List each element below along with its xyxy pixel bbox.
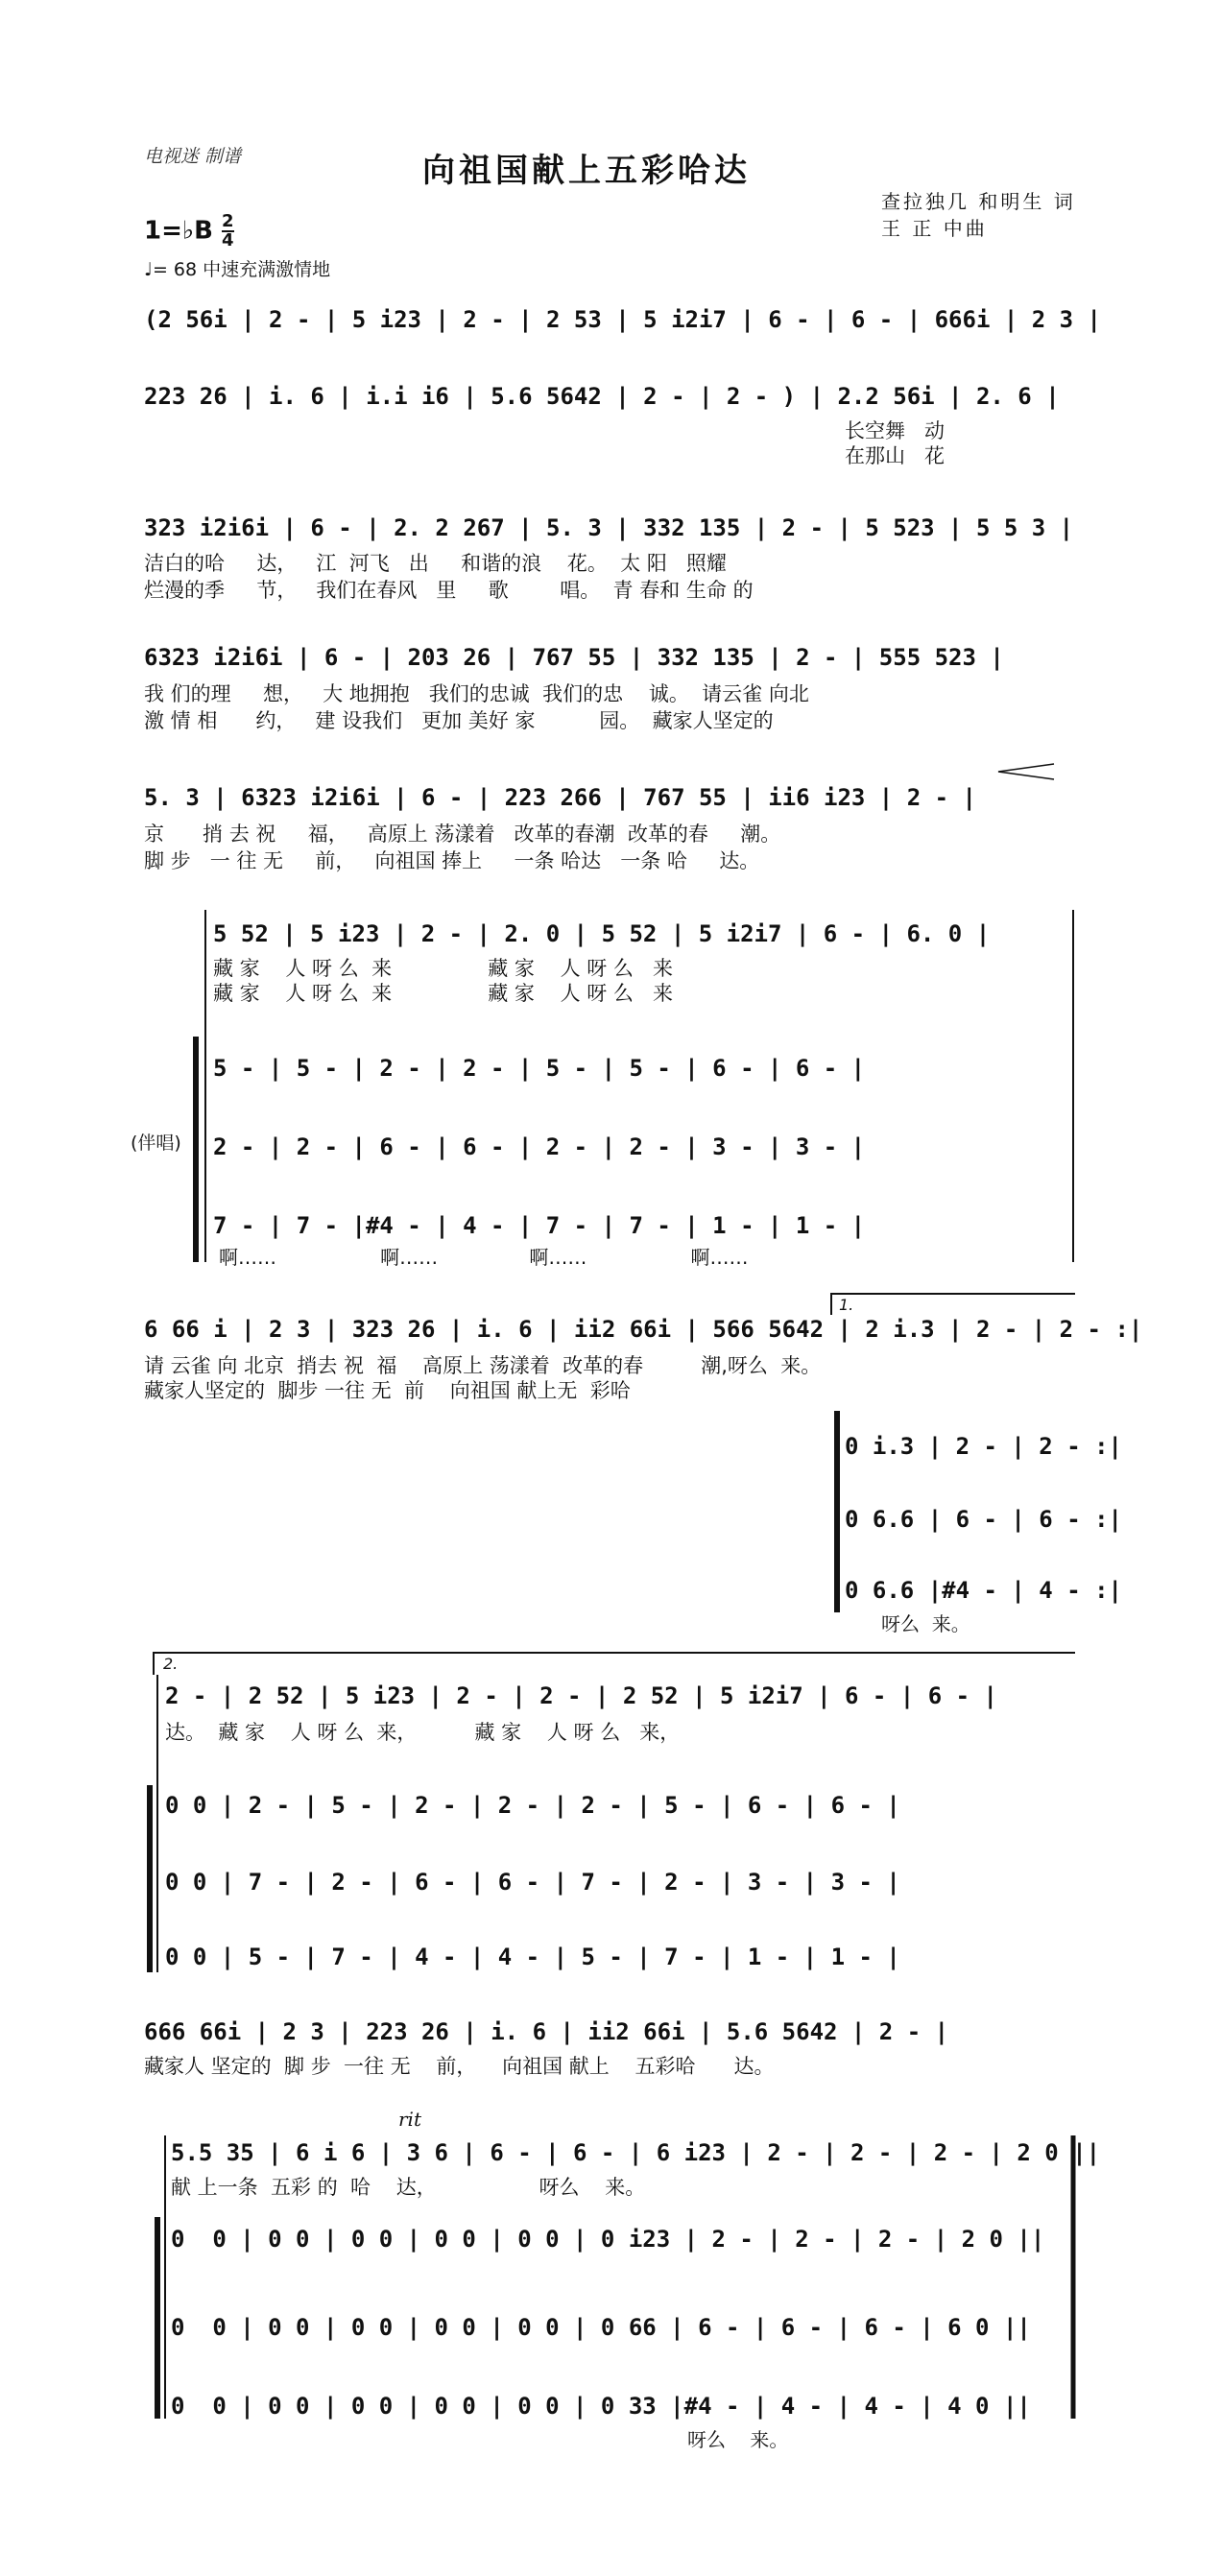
system-8-chorus-3: 0 0 | 5 - | 7 - | 4 - | 4 - | 5 - | 7 - | 1 - | 1 - | (165, 1944, 900, 1970)
system-1-notes: (2 56i | 2 - | 5 i23 | 2 - | 2 53 | 5 i2i7 | 6 - | 6 - | 666i | 2 3 | (144, 306, 1101, 333)
system-6-chorus-2: 2 - | 2 - | 6 - | 6 - | 2 - | 2 - | 3 - | 3 - | (213, 1133, 866, 1160)
system-8-chorus-1: 0 0 | 2 - | 5 - | 2 - | 2 - | 2 - | 5 - | 6 - | 6 - | (165, 1792, 900, 1819)
system-7-lyrics-1: 请 云雀 向 北京 捎去 祝 福 高原上 荡漾着 改革的春 潮,呀么 来。 (144, 1354, 822, 1377)
system-10-chorus-1: 0 0 | 0 0 | 0 0 | 0 0 | 0 0 | 0 i23 | 2 - | 2 - | 2 - | 2 0 || (171, 2226, 1045, 2253)
volta-bracket-2 (154, 1653, 1075, 1675)
system-6-ah-lyrics: 啊…… 啊…… 啊…… 啊…… (219, 1246, 749, 1269)
volta-bracket-1 (831, 1294, 1075, 1315)
arranger-credit: 电视迷 制谱 (144, 146, 242, 167)
system-7-chorus-3: 0 6.6 |#4 - | 4 - :| (845, 1577, 1122, 1604)
system-8-notes: 2 - | 2 52 | 5 i23 | 2 - | 2 - | 2 52 | 5 i2i7 | 6 - | 6 - | (165, 1682, 997, 1709)
system-7-chorus-1: 0 i.3 | 2 - | 2 - :| (845, 1433, 1122, 1460)
system-5-lyrics-1: 京 捎 去 祝 福， 高原上 荡漾着 改革的春潮 改革的春 潮。 (144, 823, 781, 846)
system-6-notes: 5 52 | 5 i23 | 2 - | 2. 0 | 5 52 | 5 i2i7 | 6 - | 6. 0 | (213, 920, 991, 947)
system-6-chorus-1: 5 - | 5 - | 2 - | 2 - | 5 - | 5 - | 6 - | 6 - | (213, 1055, 866, 1082)
system-2-lyrics-2: 在那山 花 (845, 444, 946, 467)
system-6-chorus-3: 7 - | 7 - |#4 - | 4 - | 7 - | 7 - | 1 - | 1 - | (213, 1212, 866, 1239)
key-label: 1=♭B (144, 216, 213, 246)
system-5-lyrics-2: 脚 步 一 往 无 前， 向祖国 捧上 一条 哈达 一条 哈 达。 (144, 849, 760, 872)
system-5-notes: 5. 3 | 6323 i2i6i | 6 - | 223 266 | 767 55 | ii6 i23 | 2 - | (144, 784, 976, 811)
lyricist-credit: 查拉独几 和明生 词 (881, 190, 1076, 213)
ritardando-mark: rit (398, 2108, 421, 2131)
system-3-lyrics-2: 烂漫的季 节， 我们在春风 里 歌 唱。 青 春和 生命 的 (144, 579, 754, 602)
system-6-lyrics-1: 藏 家 人 呀 么 来 藏 家 人 呀 么 来 (213, 957, 673, 980)
composer-credit: 王 正 中曲 (881, 217, 988, 240)
system-4-lyrics-2: 激 情 相 约， 建 设我们 更加 美好 家 园。 藏家人坚定的 (144, 709, 774, 732)
system-10-chorus-3: 0 0 | 0 0 | 0 0 | 0 0 | 0 0 | 0 33 |#4 - | 4 - | 4 - | 4 0 || (171, 2393, 1031, 2420)
volta-1-label: 1. (839, 1296, 854, 1314)
system-6-lyrics-2: 藏 家 人 呀 么 来 藏 家 人 呀 么 来 (213, 982, 673, 1005)
crescendo-hairpin (998, 764, 1054, 779)
system-7-ah-lyrics: 呀么 来。 (881, 1612, 970, 1635)
system-8-chorus-2: 0 0 | 7 - | 2 - | 6 - | 6 - | 7 - | 2 - | 3 - | 3 - | (165, 1869, 900, 1896)
song-title: 向祖国献上五彩哈达 (422, 152, 751, 190)
system-10-lyrics: 献 上一条 五彩 的 哈 达， 呀么 来。 (171, 2176, 646, 2199)
tempo-marking: ♩= 68 中速充满激情地 (144, 259, 331, 280)
system-2-lyrics-1: 长空舞 动 (845, 419, 946, 442)
system-10-ah-lyrics: 呀么 来。 (687, 2428, 789, 2451)
system-9-notes: 666 66i | 2 3 | 223 26 | i. 6 | ii2 66i | 5.6 5642 | 2 - | (144, 2018, 949, 2045)
system-7-chorus-2: 0 6.6 | 6 - | 6 - :| (845, 1506, 1122, 1533)
time-bottom: 4 (222, 230, 234, 250)
system-3-notes: 323 i2i6i | 6 - | 2. 2 267 | 5. 3 | 332 135 | 2 - | 5 523 | 5 5 3 | (144, 514, 1074, 541)
system-8-lyrics: 达。 藏 家 人 呀 么 来， 藏 家 人 呀 么 来， (165, 1721, 681, 1744)
system-9-lyrics: 藏家人 坚定的 脚 步 一往 无 前， 向祖国 献上 五彩哈 达。 (144, 2055, 775, 2078)
system-3-lyrics-1: 洁白的哈 达， 江 河飞 出 和谐的浪 花。 太 阳 照耀 (144, 552, 727, 575)
system-10-notes: 5.5 35 | 6 i 6 | 3 6 | 6 - | 6 - | 6 i23 | 2 - | 2 - | 2 - | 2 0 || (171, 2139, 1101, 2166)
system-4-lyrics-1: 我 们的理 想， 大 地拥抱 我们的忠诚 我们的忠 诚。 请云雀 向北 (144, 682, 809, 705)
system-7-notes: 6 66 i | 2 3 | 323 26 | i. 6 | ii2 66i | 566 5642 | 2 i.3 | 2 - | 2 - :| (144, 1316, 1143, 1343)
system-2-notes: 223 26 | i. 6 | i.i i6 | 5.6 5642 | 2 - | 2 - ) | 2.2 56i | 2. 6 | (144, 383, 1060, 410)
system-7-lyrics-2: 藏家人坚定的 脚步 一往 无 前 向祖国 献上无 彩哈 (144, 1379, 631, 1402)
volta-2-label: 2. (163, 1655, 179, 1673)
time-top: 2 (222, 211, 234, 231)
system-4-notes: 6323 i2i6i | 6 - | 203 26 | 767 55 | 332 135 | 2 - | 555 523 | (144, 644, 1004, 671)
system-10-chorus-2: 0 0 | 0 0 | 0 0 | 0 0 | 0 0 | 0 66 | 6 - | 6 - | 6 - | 6 0 || (171, 2314, 1031, 2341)
chorus-label: (伴唱) (131, 1133, 181, 1154)
